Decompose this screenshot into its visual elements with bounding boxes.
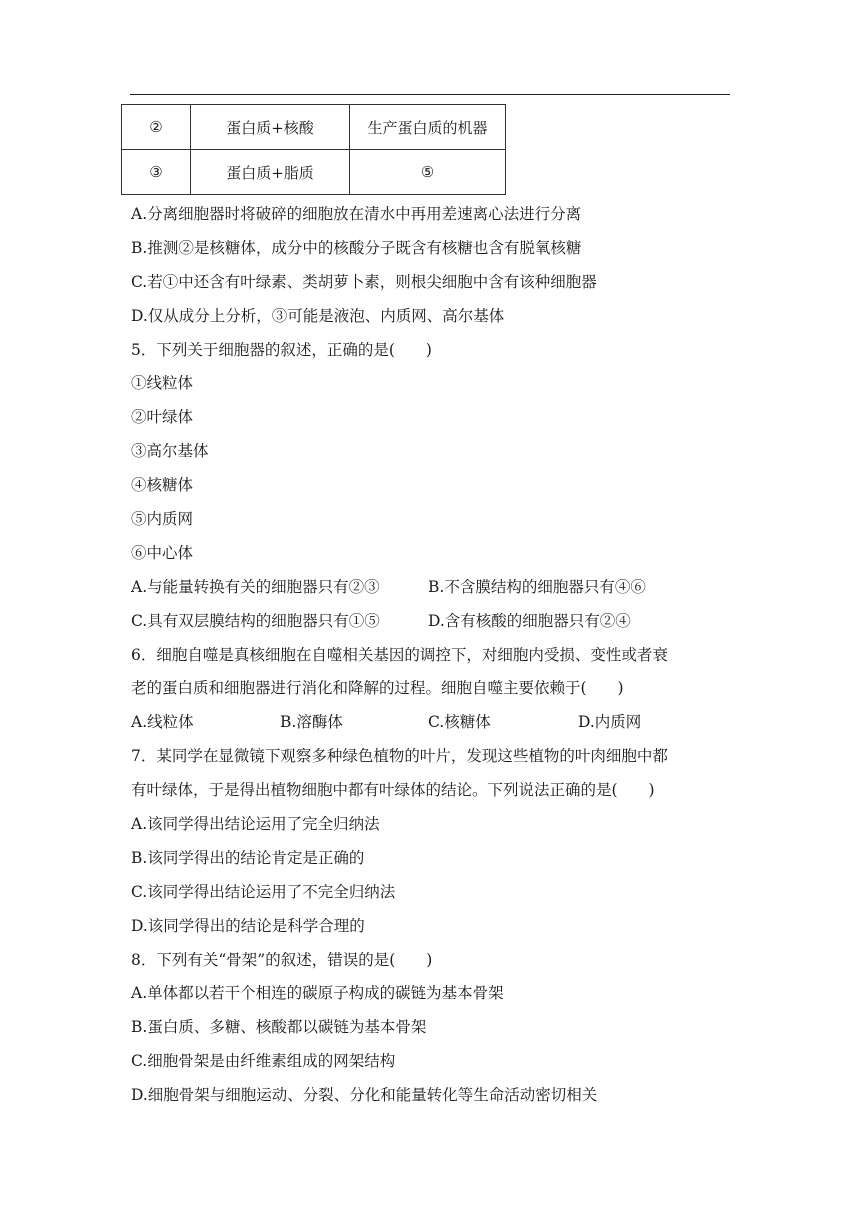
q8-option-c: C.细胞骨架是由纤维素组成的网架结构	[131, 1052, 396, 1071]
q5-item: ③高尔基体	[131, 442, 209, 461]
q5-option-b: B.不含膜结构的细胞器只有④⑥	[428, 577, 646, 596]
q6-option-b: B.溶酶体	[280, 713, 343, 732]
q5-option-a: A.与能量转换有关的细胞器只有②③	[131, 577, 380, 596]
q7-option-a: A.该同学得出结论运用了完全归纳法	[131, 815, 380, 834]
q5-options-row-1	[131, 571, 741, 605]
q8-option-b: B.蛋白质、多糖、核酸都以碳链为基本骨架	[131, 1018, 427, 1037]
q8-stem: 8．下列有关“骨架”的叙述，错误的是( )	[131, 950, 433, 969]
table-cell: ⑤	[350, 150, 506, 195]
table-row	[122, 150, 506, 195]
q6-options-row	[131, 706, 741, 740]
q5-option-c: C.具有双层膜结构的细胞器只有①⑤	[131, 611, 380, 630]
table-row	[122, 105, 506, 150]
q8-option-a: A.单体都以若干个相连的碳原子构成的碳链为基本骨架	[131, 984, 504, 1003]
q5-options-row-2	[131, 605, 741, 639]
q5-item: ⑥中心体	[131, 543, 194, 562]
table-cell: ②	[122, 105, 191, 150]
q4-option-a: A.分离细胞器时将破碎的细胞放在清水中再用差速离心法进行分离	[131, 205, 582, 223]
q6-stem-line-2: 老的蛋白质和细胞器进行消化和降解的过程。细胞自噬主要依赖于( )	[131, 679, 624, 698]
q4-option-b: B.推测②是核糖体，成分中的核酸分子既含有核糖也含有脱氧核糖	[131, 238, 582, 257]
question-content	[131, 198, 741, 1113]
q7-option-c: C.该同学得出结论运用了不完全归纳法	[131, 882, 396, 901]
q5-item: ①线粒体	[131, 374, 194, 393]
q6-option-c: C.核糖体	[428, 713, 491, 732]
q7-option-b: B.该同学得出的结论肯定是正确的	[131, 848, 365, 867]
table-cell: 生产蛋白质的机器	[350, 105, 506, 150]
q5-item: ⑤内质网	[131, 510, 194, 529]
q5-stem: 5．下列关于细胞器的叙述，正确的是( )	[131, 340, 432, 359]
organelle-table	[121, 104, 506, 195]
table-cell: 蛋白质+核酸	[191, 105, 350, 150]
table-cell: 蛋白质+脂质	[191, 150, 350, 195]
q7-stem-line-2: 有叶绿体，于是得出植物细胞中都有叶绿体的结论。下列说法正确的是( )	[131, 781, 655, 800]
q7-option-d: D.该同学得出的结论是科学合理的	[131, 916, 365, 935]
q5-item: ④核糖体	[131, 476, 194, 495]
q4-option-d: D.仅从成分上分析，③可能是液泡、内质网、高尔基体	[131, 306, 505, 325]
q5-item: ②叶绿体	[131, 408, 194, 427]
q4-option-c: C.若①中还含有叶绿素、类胡萝卜素，则根尖细胞中含有该种细胞器	[131, 272, 597, 291]
table-cell: ③	[122, 150, 191, 195]
q6-option-a: A.线粒体	[131, 713, 194, 732]
q7-stem-line-1: 7．某同学在显微镜下观察多种绿色植物的叶片，发现这些植物的叶肉细胞中都	[131, 747, 668, 766]
q8-option-d: D.细胞骨架与细胞运动、分裂、分化和能量转化等生命活动密切相关	[131, 1086, 598, 1105]
q5-option-d: D.含有核酸的细胞器只有②④	[428, 611, 631, 630]
q6-option-d: D.内质网	[578, 713, 642, 732]
q6-stem-line-1: 6．细胞自噬是真核细胞在自噬相关基因的调控下，对细胞内受损、变性或者衰	[131, 645, 668, 664]
header-rule	[130, 94, 730, 95]
